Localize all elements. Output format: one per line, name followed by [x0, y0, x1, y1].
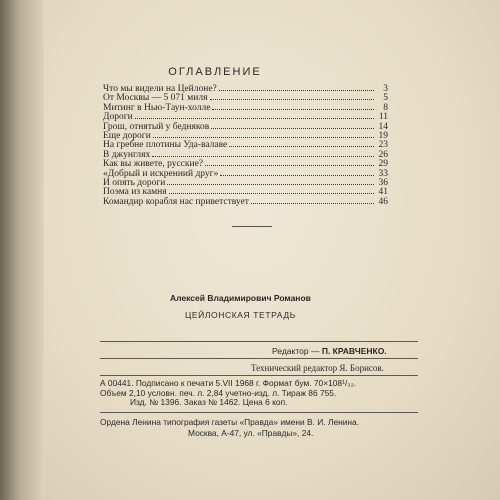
colophon-rule-top [100, 341, 418, 342]
toc-entry-title: Митинг в Нью-Таун-холле [103, 102, 211, 113]
toc-entry [103, 140, 388, 149]
toc-entry-page: 46 [378, 196, 388, 207]
imprint-line: А 00441. Подписано к печати 5.VII 1968 г. Формат бум. 70×108¹/₃₂. [100, 378, 357, 388]
toc-leader-dots [135, 112, 374, 119]
editor-label: Редактор — [272, 346, 320, 356]
toc-entry-page: 11 [378, 112, 388, 123]
toc-entry-title: Грош, отнятый у бедняков [103, 121, 210, 132]
toc-entry-page: 36 [378, 177, 388, 188]
toc-leader-dots [152, 150, 374, 157]
toc-entry [103, 150, 388, 159]
toc-entry-page: 23 [378, 140, 388, 151]
imprint-block [100, 379, 420, 408]
toc-leader-dots [211, 122, 374, 129]
toc-heading: ОГЛАВЛЕНИЕ [168, 66, 262, 78]
toc-entry-title: Еще дороги [103, 130, 151, 141]
toc-entry [103, 159, 388, 168]
colophon-rule-4 [100, 412, 418, 413]
toc-entry-title: «Добрый и искренний друг» [103, 168, 219, 179]
toc-entry [103, 197, 388, 206]
toc-entry-page: 26 [378, 149, 388, 160]
toc-entry-title: Дороги [103, 112, 133, 123]
toc-entry [103, 169, 388, 178]
editor-credit [272, 346, 387, 356]
toc-entry [103, 178, 388, 187]
toc-entry-page: 29 [378, 159, 388, 170]
toc-entry-page: 33 [378, 168, 388, 179]
toc-entry-page: 8 [383, 102, 388, 113]
toc-leader-dots [229, 140, 374, 147]
divider-rule [232, 226, 272, 227]
toc-leader-dots [169, 187, 374, 194]
toc-entry-title: И опять дороги [103, 177, 166, 188]
toc-leader-dots [153, 131, 374, 138]
toc-leader-dots [219, 84, 374, 91]
toc-entry-page: 19 [378, 130, 388, 141]
toc-entry-title: Командир корабля нас приветствует [103, 196, 249, 207]
colophon-rule-2 [100, 358, 418, 359]
printer-line: Ордена Ленина типография газеты «Правда» имени В. И. Ленина. [100, 417, 360, 427]
toc-entry-title: Что мы видели на Цейлоне? [103, 84, 217, 94]
toc-entry-title: На гребне плотины Уда-валаве [103, 140, 228, 151]
imprint-line: Изд. № 1396. Заказ № 1462. Цена 6 коп. [130, 397, 288, 408]
printer-line: Москва, А-47, ул. «Правды», 24. [188, 428, 314, 438]
tech-editor-credit: Технический редактор Я. Борисов. [251, 363, 384, 373]
toc-entry-title: Как вы живете, русские? [103, 159, 204, 170]
toc-entry-title: От Москвы — 5 071 миля [103, 93, 208, 104]
toc-entry-title: Поэма из камня [103, 187, 167, 198]
book-title: ЦЕЙЛОНСКАЯ ТЕТРАДЬ [185, 310, 296, 320]
toc-leader-dots [220, 169, 374, 176]
printer-block [100, 417, 420, 439]
toc-entry-title: В джунглях [103, 149, 151, 160]
toc-entry [103, 112, 388, 121]
toc-entry-page: 14 [378, 121, 388, 132]
colophon-rule-3 [100, 375, 418, 376]
toc-entry [103, 122, 388, 131]
toc-entry [103, 131, 388, 140]
toc-entry-page: 3 [383, 84, 388, 94]
toc-leader-dots [251, 197, 374, 204]
toc-entry [103, 93, 388, 102]
toc-entry [103, 187, 388, 196]
editor-name: П. КРАВЧЕНКО. [321, 346, 387, 356]
toc-leader-dots [212, 103, 374, 110]
toc-entry-page: 5 [383, 93, 388, 104]
toc-entry [103, 103, 388, 112]
toc-entry [103, 84, 388, 93]
imprint-line: Объем 2,10 условн. печ. л. 2,84 учетно-изд. л. Тираж 86 755. [100, 387, 337, 398]
author-name: Алексей Владимирович Романов [170, 293, 311, 303]
table-of-contents [103, 84, 388, 206]
toc-leader-dots [210, 93, 375, 100]
toc-leader-dots [167, 178, 374, 185]
toc-entry-page: 41 [378, 187, 388, 198]
toc-leader-dots [205, 159, 374, 166]
